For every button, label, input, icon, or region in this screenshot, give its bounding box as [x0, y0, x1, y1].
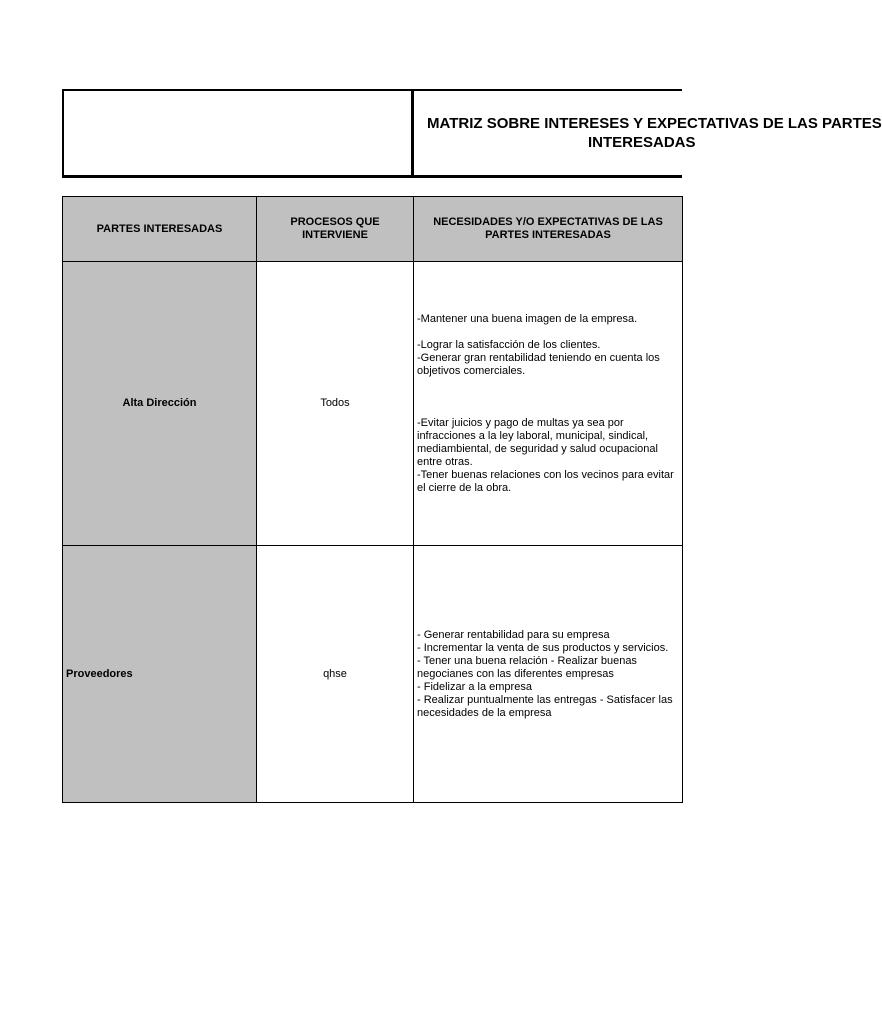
title-line-2: INTERESADAS	[588, 134, 696, 151]
document-header	[62, 89, 882, 178]
column-header-processes: PROCESOS QUE INTERVIENE	[257, 197, 414, 262]
table-header-row	[63, 197, 683, 262]
stakeholder-matrix-table	[62, 196, 683, 803]
logo-cell	[64, 91, 414, 175]
table-row	[63, 546, 683, 803]
column-header-needs: NECESIDADES Y/O EXPECTATIVAS DE LAS PARTES INTERESADAS	[414, 197, 683, 262]
party-cell: Proveedores	[63, 546, 257, 803]
party-cell: Alta Dirección	[63, 262, 257, 546]
column-header-parties: PARTES INTERESADAS	[63, 197, 257, 262]
title-line-1: MATRIZ SOBRE INTERESES Y EXPECTATIVAS DE LAS PARTES	[427, 115, 882, 132]
table-row	[63, 262, 683, 546]
needs-cell: - Generar rentabilidad para su empresa - Incrementar la venta de sus productos y servicios. - Tener una buena relación - Realizar buenas negocianes con las diferentes empresas - Fidelizar a la empresa - Realizar puntualmente las entregas - Satisfacer las necesidades de la empresa	[414, 546, 683, 803]
needs-cell: -Mantener una buena imagen de la empresa. -Lograr la satisfacción de los clientes. -Generar gran rentabilidad teniendo en cuenta los objetivos comerciales. -Evitar juicios y pago de multas ya sea por infracciones a la ley laboral, municipal, sindical, mediambiental, de seguridad y salud ocupacional entre otras. -Tener buenas relaciones con los vecinos para evitar el cierre de la obra.	[414, 262, 683, 546]
processes-cell: Todos	[257, 262, 414, 546]
processes-cell: qhse	[257, 546, 414, 803]
document-title	[417, 91, 882, 175]
